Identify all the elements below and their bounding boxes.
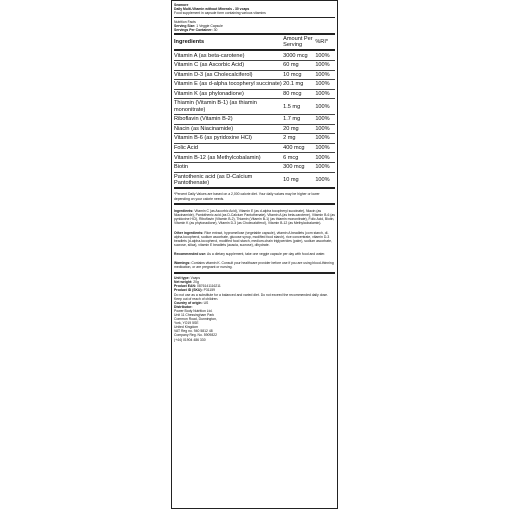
warnings-label: Warnings: [174,260,191,265]
nutrient-ri: 100% [315,116,330,123]
nutrient-name: Vitamin B-12 (as Methylcobalamin) [174,154,261,161]
nutrient-ri: 100% [315,90,330,97]
table-row [174,162,335,172]
servings-value: 30 [213,28,218,32]
nutrient-amount: 1.5 mg [283,103,301,110]
product-name: Daily Multi-Vitamin without Minerals - 30 vcaps [174,7,250,11]
nutrient-name: Thiamin (Vitamin B-1) (as thiamin mononitrate) [174,100,257,113]
table-row [174,172,335,188]
distributor-line: Unit 11 Chessingham Park [174,313,215,318]
serving-size-value: 1 Veggie Capsule [196,24,223,28]
sku-label: Product ID (SKU): [174,288,203,293]
nutrient-amount: 3000 mcg [283,52,308,59]
other-ingredients-label: Other ingredients: [174,230,204,235]
ingredients-label: Ingredients: [174,209,194,214]
nutrient-name: Vitamin A (as beta-carotene) [174,52,245,59]
product-meta [174,276,335,342]
table-row [174,153,335,163]
nutrient-name: Vitamin D-3 (as Cholecalciferol) [174,71,253,78]
table-row [174,70,335,80]
nutrient-amount: 300 mcg [283,164,305,171]
table-row [174,80,335,90]
origin-label: Country of origin: [174,300,203,305]
nutrient-amount: 60 mg [283,62,299,69]
nutrient-amount: 1.7 mg [283,116,301,123]
label-header [174,3,335,15]
daily-value-footnote: *Percent Daily Values are based on a 2,000 calorie diet. Your daily values may be higher or lower depending on your calorie needs. [174,189,335,205]
nutrition-facts-title: Nutrition Facts [174,20,196,24]
ingredients-text: Vitamin C (as Ascorbic Acid), Vitamin E (as d-alpha tocopheryl succinate), Niacin (as Niacinamide), Pantothenic acid (as D-Calcium Pantothenate), Vitamin A (as beta-carotene), Vitamin B-6 (as pyridoxine HCl), Riboflavin (Vitamin B-2), Thiamin (Vitamin B-1) (as thiamin mononitrate), Folic Acid, Biotin, Vitamin K (as phytonadione), Vitamin D-3 (as Cholecalciferol), Vitamin B-12 (as Methylcobalamin). [174,209,336,226]
distributor-line: VAT Reg no. 940 5812 48 [174,329,213,334]
header-ingredients: Ingredients [174,39,205,46]
ean-label: Product EAN: [174,284,197,289]
distributor-line: York, YO19 5SE [174,321,199,326]
nutrient-ri: 100% [315,81,330,88]
servings-label: Servings Per Container: [174,28,213,32]
header-amount: Amount Per Serving [283,36,313,49]
nutrient-ri: 100% [315,52,330,59]
origin-value: US [203,300,209,305]
product-description: Food supplement in capsule form containing various vitamins [174,11,266,15]
net-weight-value: 20g [193,280,199,285]
nutrient-ri: 100% [315,71,330,78]
nutrient-name: Vitamin B-6 (as pyridoxine HCl) [174,135,252,142]
sku-value: P31159 [203,288,216,293]
table-row [174,134,335,144]
nutrient-amount: 400 mcg [283,145,305,151]
recommended-use-label: Recommended use: [174,251,207,256]
servings-per-container [174,28,335,32]
table-row [174,99,335,115]
nutrient-amount: 2 mg [283,135,296,142]
nutrient-amount: 80 mcg [283,90,302,97]
disclaimer: Do not use as a substitute for a balanced and varied diet. Do not exceed the recommended daily dose. Keep out of reach of children. [174,292,328,301]
nutrient-amount: 10 mg [283,176,299,183]
nutrient-name: Riboflavin (Vitamin B-2) [174,116,233,123]
nutrient-name: Niacin (as Niacinamide) [174,125,234,132]
nutrient-name: Folic Acid [174,145,198,151]
nutrient-name: Vitamin K (as phylonadione) [174,90,244,97]
table-row [174,124,335,134]
ingredient-info [174,209,335,274]
distributor-line: Company Reg. No. 5909822 [174,333,217,338]
net-weight-label: Net weight: [174,280,193,285]
nutrient-ri: 100% [315,135,330,142]
warnings-text: Contains vitamin K. Consult your healthcare provider before use if you are using blood-thinning medication, or are pregnant or nursing. [174,260,334,270]
ingredients-section [174,209,335,225]
nutrient-ri: 100% [315,176,330,183]
nutrition-table [174,33,335,189]
nutrition-facts-header [174,17,335,32]
serving-size-label: Serving Size: [174,24,196,28]
nutrient-name: Pantothenic acid (as D-Calcium Pantothenate) [174,173,253,186]
nutrient-name: Vitamin E (as d-alpha tocopheryl succinate) [174,81,282,88]
distributor-line: Power Body Nutrition Ltd. [174,308,213,313]
warnings-section [174,256,335,269]
table-header-row [174,34,335,50]
ean-value: 0876141116211 [197,284,221,289]
nutrient-name: Vitamin C (as Ascorbic Acid) [174,62,245,69]
nutrient-amount: 10 mcg [283,71,302,78]
table-row [174,115,335,125]
recommended-use-section [174,247,335,256]
other-ingredients-section [174,226,335,247]
other-ingredients-text: Rice extract, hypromellose (vegetable capsule), vitamin A beadlets (corn starch, dl-alpha-tocopherol, sodium ascorbate, glucose syrup, modified food starch), rice concentrate, vitamin D-3 beadlets (d-alpha-tocopherol, modified food starch, medium-chain triglycerides (palm), sodium ascorbate, sucrose, silica), vitamin E beadlets (acacia, sucrose), dihydrate. [174,230,332,247]
nutrient-name: Biotin [174,164,188,171]
brand-name: Seamore [174,3,189,7]
unit-type-value: Vcaps [190,276,201,281]
header-ri: %RI* [315,39,329,46]
table-row [174,89,335,99]
nutrient-ri: 100% [315,103,330,110]
nutrient-ri: 100% [315,125,330,132]
distributor-line: (+44) 01904 486 330 [174,337,206,342]
unit-type-label: Unit type: [174,276,190,281]
supplement-label [171,0,338,509]
table-row [174,60,335,70]
nutrient-ri: 100% [315,154,330,161]
recommended-use-text: As a dietary supplement, take one veggie capsule per day with food and water. [207,251,326,256]
distributor-label: Distributor: [174,304,193,309]
nutrient-amount: 6 mcg [283,154,299,161]
distributor-line: Common Road, Dunnington, [174,317,217,322]
nutrient-amount: 20.1 mg [283,81,304,88]
nutrient-ri: 100% [315,145,330,151]
distributor-line: United Kingdom [174,325,199,330]
table-row [174,50,335,60]
table-row [174,143,335,153]
nutrient-ri: 100% [315,62,330,69]
nutrient-amount: 20 mg [283,125,299,132]
nutrient-ri: 100% [315,164,330,171]
